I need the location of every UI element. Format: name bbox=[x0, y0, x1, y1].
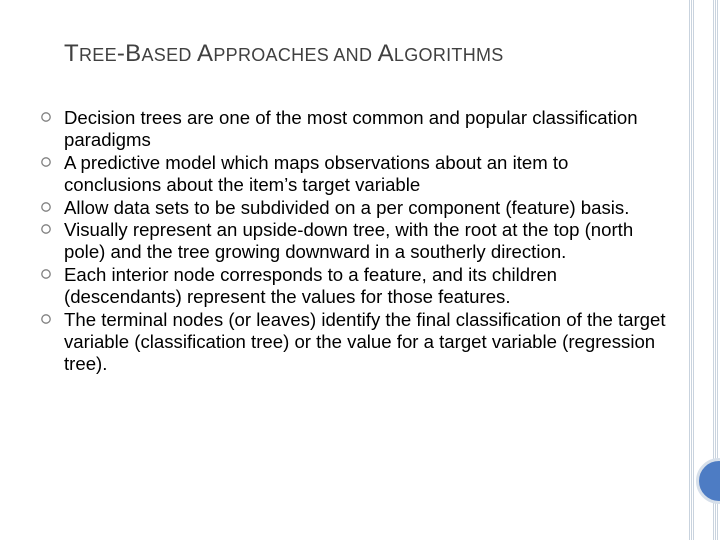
bullet-item bbox=[40, 219, 670, 264]
title-part: REE bbox=[78, 45, 117, 65]
title-part: ASED bbox=[141, 45, 198, 65]
bullet-item bbox=[40, 107, 670, 152]
title-part: T bbox=[64, 40, 79, 67]
hollow-circle-bullet-icon bbox=[40, 156, 52, 168]
hollow-circle-bullet-icon bbox=[40, 268, 52, 280]
bullet-item bbox=[40, 264, 670, 309]
hollow-circle-bullet-icon bbox=[40, 111, 52, 123]
bullet-item bbox=[40, 197, 670, 219]
bullet-text: The terminal nodes (or leaves) identify the final classification of the target variable (classification tree) or the value for a target variable (regression tree). bbox=[64, 308, 666, 375]
bullet-text: A predictive model which maps observations about an item to conclusions about the item’s target variable bbox=[64, 151, 569, 196]
decorative-circle bbox=[696, 458, 720, 504]
title-part: A bbox=[197, 40, 214, 67]
bullet-item bbox=[40, 152, 670, 197]
bullet-list bbox=[40, 107, 670, 376]
title-part: A bbox=[377, 40, 394, 67]
slide-title bbox=[64, 40, 664, 69]
border-decoration-line bbox=[691, 0, 692, 540]
title-part: PPROACHES AND bbox=[213, 45, 378, 65]
hollow-circle-bullet-icon bbox=[40, 223, 52, 235]
bullet-text: Decision trees are one of the most common and popular classification paradigms bbox=[64, 107, 638, 151]
bullet-text: Allow data sets to be subdivided on a per component (feature) basis. bbox=[64, 196, 630, 218]
bullet-text: Each interior node corresponds to a feature, and its children (descendants) represent the values for those features. bbox=[64, 263, 558, 308]
title-part: LGORITHMS bbox=[393, 45, 504, 65]
hollow-circle-bullet-icon bbox=[40, 201, 52, 213]
bullet-text: Visually represent an upside-down tree, with the root at the top (north pole) and the tree growing downward in a southerly direction. bbox=[64, 219, 634, 263]
bullet-item bbox=[40, 309, 670, 376]
border-decoration-line bbox=[693, 0, 694, 540]
hollow-circle-bullet-icon bbox=[40, 313, 52, 325]
title-part: -B bbox=[116, 40, 142, 67]
border-decoration-line bbox=[689, 0, 690, 540]
